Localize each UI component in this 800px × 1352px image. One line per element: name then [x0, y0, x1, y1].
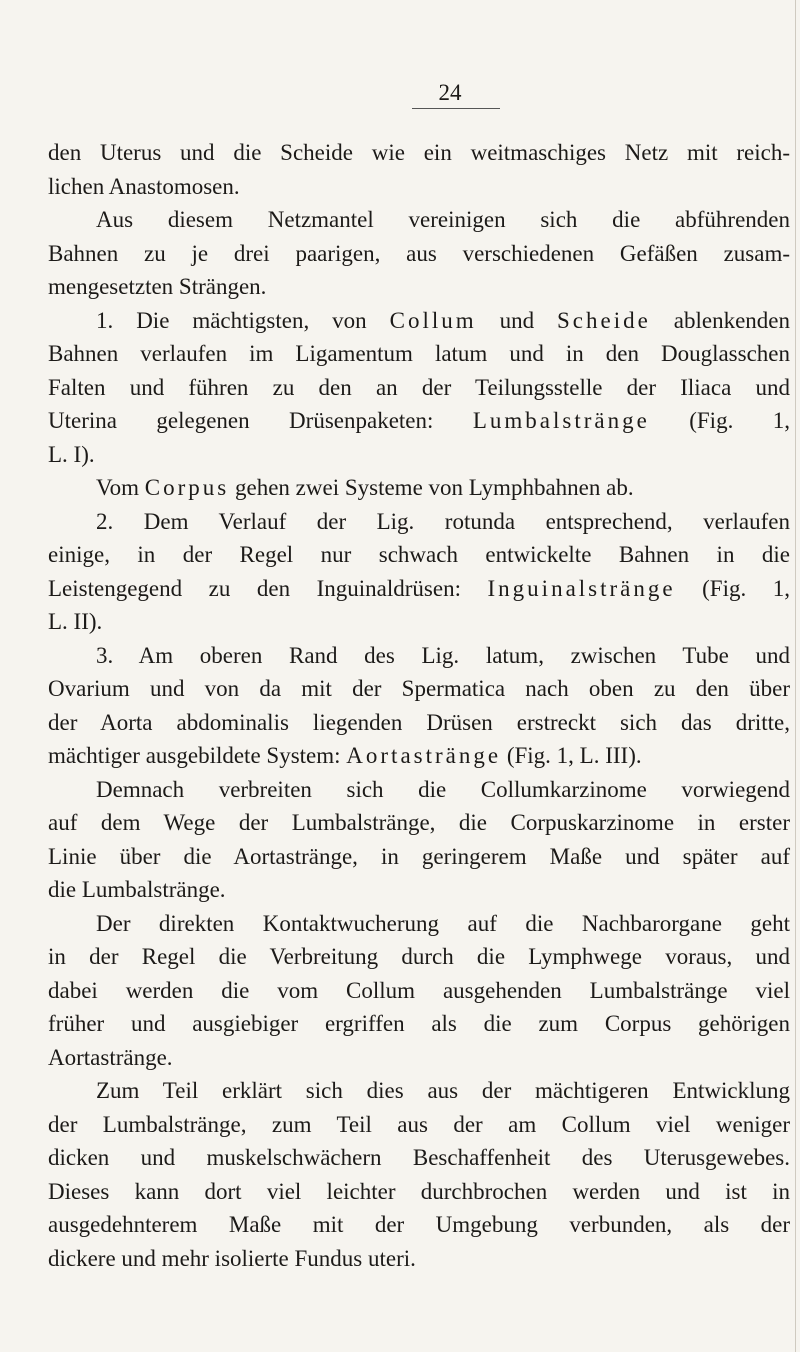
text-segment: (Fig. 1, L. III). [501, 743, 642, 768]
text-segment: ablenkenden [650, 307, 790, 333]
spaced-emphasis: Corpus [144, 475, 230, 500]
text-segment: und [476, 307, 558, 333]
text-line [48, 1141, 790, 1175]
text-line [48, 639, 790, 673]
text-line [48, 1242, 790, 1276]
text-line [48, 907, 790, 941]
text-line [48, 572, 790, 606]
text-line [48, 1175, 790, 1209]
text-line [48, 136, 790, 170]
text-line [48, 538, 790, 572]
text-line [48, 974, 790, 1008]
text-segment: einige, in der Regel nur schwach entwickelte Bahnen in die [48, 542, 790, 567]
spaced-emphasis: Scheide [557, 307, 651, 333]
text-line [48, 1007, 790, 1041]
header-rule [412, 108, 500, 109]
text-segment: Linie über die Aortastränge, in geringerem Maße und später auf [48, 843, 790, 869]
text-line [48, 873, 790, 907]
text-segment: Ovarium und von da mit der Spermatica nach oben zu den über [48, 676, 790, 701]
text-line [48, 203, 790, 237]
text-segment: Leistengegend zu den Inguinaldrüsen: [48, 575, 488, 601]
text-segment: der Lumbalstränge, zum Teil aus der am Collum viel weniger [48, 1111, 790, 1137]
text-segment: in der Regel die Verbreitung durch die Lymphwege voraus, und [48, 944, 790, 969]
text-segment: lichen Anastomosen. [48, 173, 240, 199]
text-segment: (Fig. 1, [649, 408, 791, 433]
text-segment: Aus diesem Netzmantel vereinigen sich die abführenden [96, 207, 790, 232]
text-segment: (Fig. 1, [675, 575, 790, 601]
text-segment: Zum Teil erklärt sich dies aus der mächtigeren Entwicklung [96, 1078, 790, 1103]
text-segment: Bahnen verlaufen im Ligamentum latum und in den Douglasschen [48, 341, 790, 366]
text-line [48, 672, 790, 706]
text-segment: 1. Die mächtigsten, von [96, 307, 390, 333]
text-segment: Aortastränge. [48, 1044, 173, 1070]
text-segment: Falten und führen zu den an der Teilungsstelle der Iliaca und [48, 374, 790, 400]
page-number: 24 [438, 80, 462, 105]
text-segment: ausgedehnterem Maße mit der Umgebung verbunden, als der [48, 1212, 790, 1237]
text-line [48, 773, 790, 807]
text-segment: auf dem Wege der Lumbalstränge, die Corpuskarzinome in erster [48, 810, 790, 835]
text-segment: dabei werden die vom Collum ausgehenden Lumbalstränge viel [48, 977, 790, 1003]
text-line [48, 1041, 790, 1075]
text-line [48, 337, 790, 371]
text-segment: mengesetzten Strängen. [48, 274, 267, 299]
text-segment: der Aorta abdominalis liegenden Drüsen erstreckt sich das dritte, [48, 709, 790, 735]
text-segment: Bahnen zu je drei paarigen, aus verschiedenen Gefäßen zusam- [48, 240, 790, 266]
text-segment: dickere und mehr isolierte Fundus uteri. [48, 1245, 416, 1271]
text-line [48, 1108, 790, 1142]
text-segment: Vom [96, 475, 145, 500]
text-segment: früher und ausgiebiger ergriffen als die zum Corpus gehörigen [48, 1011, 790, 1036]
text-line [48, 270, 790, 304]
text-line [48, 706, 790, 740]
text-line [48, 940, 790, 974]
text-line [48, 806, 790, 840]
text-segment: Demnach verbreiten sich die Collumkarzinome vorwiegend [96, 776, 790, 802]
text-line [48, 438, 790, 472]
text-line [48, 605, 790, 639]
text-line [48, 739, 790, 773]
text-segment: L. II). [48, 609, 103, 634]
text-segment: L. I). [48, 441, 95, 467]
text-segment: mächtiger ausgebildete System: [48, 743, 347, 768]
page-edge [795, 0, 796, 1352]
text-line [48, 1074, 790, 1108]
spaced-emphasis: Collum [389, 307, 477, 333]
text-segment: den Uterus und die Scheide wie ein weitmaschiges Netz mit reich- [48, 140, 790, 165]
text-segment: Der direkten Kontaktwucherung auf die Nachbarorgane geht [96, 910, 790, 936]
body-text [48, 136, 790, 1275]
text-line [48, 170, 790, 204]
text-segment: Dieses kann dort viel leichter durchbrochen werden und ist in [48, 1178, 790, 1204]
text-segment: dicken und muskelschwächern Beschaffenheit des Uterusgewebes. [48, 1145, 790, 1170]
spaced-emphasis: Aortastränge [346, 743, 502, 768]
spaced-emphasis: Inguinalstränge [487, 575, 676, 601]
text-line [48, 505, 790, 539]
spaced-emphasis: Lumbalstränge [472, 408, 650, 433]
text-line [48, 1208, 790, 1242]
text-segment: 2. Dem Verlauf der Lig. rotunda entsprechend, verlaufen [96, 508, 790, 534]
text-segment: gehen zwei Systeme von Lymphbahnen ab. [229, 475, 634, 500]
text-line [48, 840, 790, 874]
text-line [48, 237, 790, 271]
text-line [48, 471, 790, 505]
text-line [48, 371, 790, 405]
text-segment: Uterina gelegenen Drüsenpaketen: [48, 408, 473, 433]
text-line [48, 304, 790, 338]
text-segment: die Lumbalstränge. [48, 877, 226, 902]
text-segment: 3. Am oberen Rand des Lig. latum, zwischen Tube und [96, 642, 790, 668]
text-line [48, 404, 790, 438]
